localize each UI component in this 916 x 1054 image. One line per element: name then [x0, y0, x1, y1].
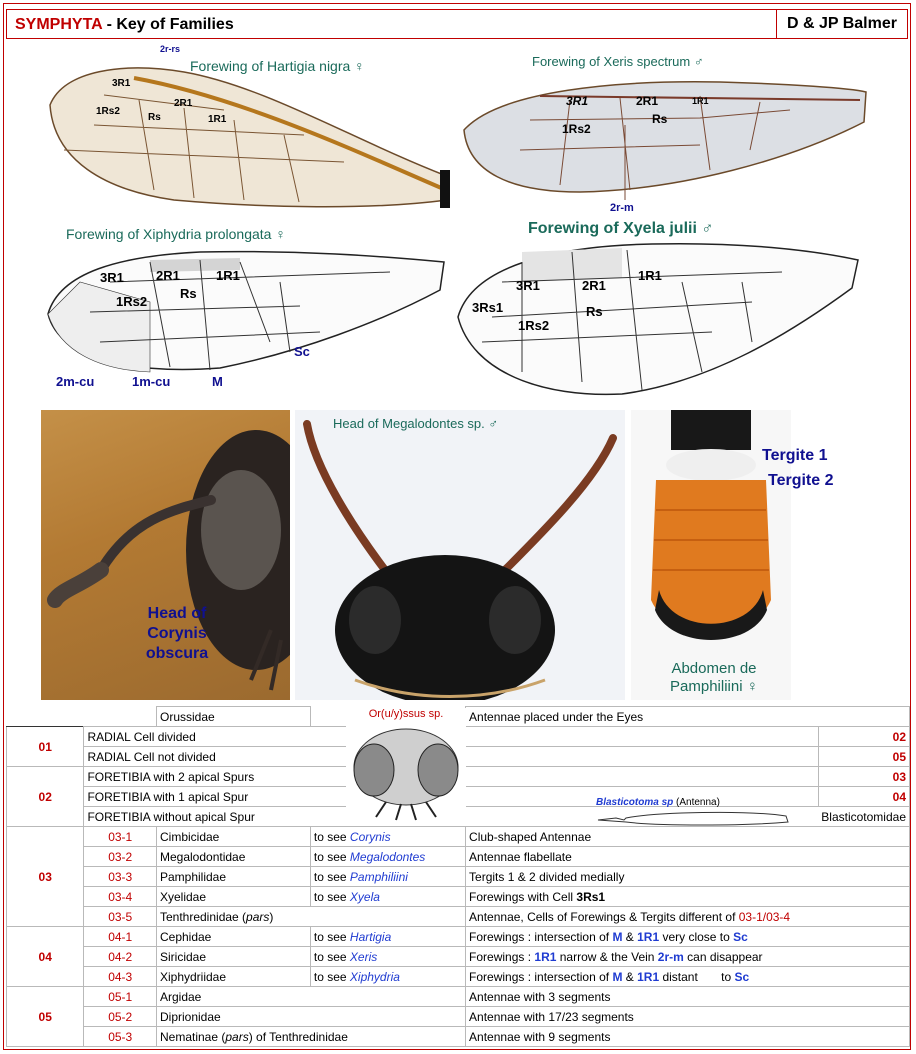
cell-label: 1Rs2 [96, 106, 120, 117]
table-row [7, 987, 910, 1007]
photo-caption: Abdomen de Pamphiliini ♀ [670, 660, 758, 695]
family-name: Argidae [156, 987, 465, 1007]
entry-code: 05-3 [84, 1027, 157, 1047]
family-description: Antennae with 9 segments [466, 1027, 910, 1047]
cell-label: 1R1 [638, 268, 662, 283]
family-description: Forewings : 1R1 narrow & the Vein 2r-m can disappear [466, 947, 910, 967]
cell-label: 2r-rs [160, 44, 181, 54]
see-link[interactable]: to see Corynis [310, 827, 465, 847]
couplet-number: 01 [7, 727, 84, 767]
family-description: Forewings with Cell 3Rs1 [466, 887, 910, 907]
wing-xeris-drawing [460, 50, 870, 215]
table-row [7, 967, 910, 987]
vein-label: Sc [294, 344, 310, 359]
figure-caption: Blasticotoma sp (Antenna) [596, 797, 720, 808]
cell-label: 2R1 [636, 94, 659, 108]
tergite-label: Tergite 2 [768, 472, 834, 489]
go-to-couplet[interactable]: 05 [818, 747, 909, 767]
vein-label: 2m-cu [56, 374, 95, 389]
couplet-number: 05 [7, 987, 84, 1047]
entry-code: 05-1 [84, 987, 157, 1007]
oryssus-head-drawing [346, 722, 466, 822]
cell-label: 2R1 [174, 98, 193, 109]
cell-label: Rs [586, 304, 603, 319]
cell-label: 3R1 [100, 270, 124, 285]
authors: D & JP Balmer [776, 10, 907, 38]
go-to-couplet[interactable]: 02 [818, 727, 909, 747]
wing-hartigia-figure [44, 44, 454, 210]
result-family: Blasticotomidae [818, 807, 909, 827]
couplet-option: FORETIBIA with 1 apical Spur [84, 787, 818, 807]
cell-label: 1R1 [692, 96, 709, 106]
family-description: Antennae with 17/23 segments [466, 1007, 910, 1027]
wing-caption: Forewing of Xiphydria prolongata ♀ [66, 226, 286, 242]
table-row [7, 927, 910, 947]
photo-corynis-head [41, 410, 290, 700]
entry-code: 03-2 [84, 847, 157, 867]
cell-label: 2r-m [610, 202, 634, 214]
cell-label: 1Rs2 [116, 294, 148, 309]
vein-label: M [212, 374, 223, 389]
cell-label: 1R1 [216, 268, 240, 283]
oryssus-figure [346, 708, 466, 820]
family-description: Tergits 1 & 2 divided medially [466, 867, 910, 887]
entry-code: 04-2 [84, 947, 157, 967]
entry-code: 04-1 [84, 927, 157, 947]
couplet-option: FORETIBIA without apical Spur [84, 807, 818, 827]
wing-caption: Forewing of Xeris spectrum ♂ [532, 54, 704, 69]
family-name: Tenthredinidae (pars) [156, 907, 465, 927]
cell-label: 2R1 [582, 278, 606, 293]
cell-label: 3R1 [112, 78, 131, 89]
table-row [7, 847, 910, 867]
wing-xiphydria-drawing [40, 222, 450, 400]
see-link[interactable]: to see Megalodontes [310, 847, 465, 867]
table-row [7, 1027, 910, 1047]
family-name: Cimbicidae [156, 827, 310, 847]
cell-label: 3R1 [516, 278, 540, 293]
entry-code: 03-1 [84, 827, 157, 847]
table-row [7, 887, 910, 907]
wing-hartigia-drawing [44, 50, 454, 210]
cell-label: 1Rs2 [562, 122, 591, 136]
cell-label: Rs [148, 112, 161, 123]
see-link[interactable]: to see Xiphydria [310, 967, 465, 987]
family-name: Pamphilidae [156, 867, 310, 887]
family-name: Siricidae [156, 947, 310, 967]
couplet-number: 03 [7, 827, 84, 927]
page-title: SYMPHYTA - Key of Families [15, 16, 234, 33]
entry-code: 03-3 [84, 867, 157, 887]
see-link[interactable]: to see Hartigia [310, 927, 465, 947]
wing-xyela-drawing [452, 222, 864, 402]
wing-xyela-figure [452, 222, 864, 402]
family-description: Antennae with 3 segments [466, 987, 910, 1007]
blasticotoma-figure [596, 797, 796, 829]
couplet-number: 02 [7, 767, 84, 827]
photo-megalodontes-head [295, 410, 625, 700]
family-description: Antennae, Cells of Forewings & Tergits different of 03-1/03-4 [466, 907, 910, 927]
see-link[interactable]: to see Xeris [310, 947, 465, 967]
family-name: Diprionidae [156, 1007, 465, 1027]
entry-code: 05-2 [84, 1007, 157, 1027]
family-name: Orussidae [156, 707, 310, 727]
photo-caption: Head of Corynis obscura [145, 605, 209, 662]
megalodontes-illustration [295, 410, 625, 700]
wing-xiphydria-figure [40, 222, 450, 400]
couplet-number: 04 [7, 927, 84, 987]
figure-caption: Or(u/y)ssus sp. [368, 708, 444, 720]
family-name: Nematinae (pars) of Tenthredinidae [156, 1027, 465, 1047]
table-row [7, 1007, 910, 1027]
vein-label: 1m-cu [132, 374, 171, 389]
photo-caption: Head of Megalodontes sp. ♂ [333, 416, 499, 431]
family-name: Cephidae [156, 927, 310, 947]
go-to-couplet[interactable]: 03 [818, 767, 909, 787]
cell-label: 3Rs1 [472, 300, 504, 315]
see-link[interactable]: to see Pamphiliini [310, 867, 465, 887]
wing-caption: Forewing of Hartigia nigra ♀ [190, 58, 365, 74]
go-to-couplet[interactable]: 04 [818, 787, 909, 807]
cell-label: 1R1 [208, 114, 227, 125]
family-description: Club-shaped Antennae [466, 827, 910, 847]
couplet-option: RADIAL Cell not divided [84, 747, 818, 767]
family-name: Xiphydriidae [156, 967, 310, 987]
entry-code: 04-3 [84, 967, 157, 987]
family-description: Forewings : intersection of M & 1R1 distant to Sc [466, 967, 910, 987]
see-link[interactable]: to see Xyela [310, 887, 465, 907]
table-row [7, 947, 910, 967]
wing-xeris-figure [460, 50, 870, 215]
wing-caption: Forewing of Xyela julii ♂ [528, 220, 714, 237]
family-description: Forewings : intersection of M & 1R1 very close to Sc [466, 927, 910, 947]
cell-label: Rs [180, 286, 197, 301]
family-name: Megalodontidae [156, 847, 310, 867]
family-name: Xyelidae [156, 887, 310, 907]
cell-label: 1Rs2 [518, 318, 550, 333]
family-description: Antennae flabellate [466, 847, 910, 867]
cell-label: 3R1 [566, 94, 589, 108]
couplet-option: FORETIBIA with 2 apical Spurs [84, 767, 818, 787]
entry-code: 03-4 [84, 887, 157, 907]
couplet-option: RADIAL Cell divided [84, 727, 818, 747]
entry-code: 03-5 [84, 907, 157, 927]
cell-label: 2R1 [156, 268, 180, 283]
blasticotoma-antenna-drawing [596, 808, 796, 828]
family-description: Antennae placed under the Eyes [466, 707, 910, 727]
table-row [7, 907, 910, 927]
cell-label: Rs [652, 112, 668, 126]
table-row [7, 867, 910, 887]
page-header [6, 9, 908, 39]
tergite-label: Tergite 1 [762, 447, 828, 464]
